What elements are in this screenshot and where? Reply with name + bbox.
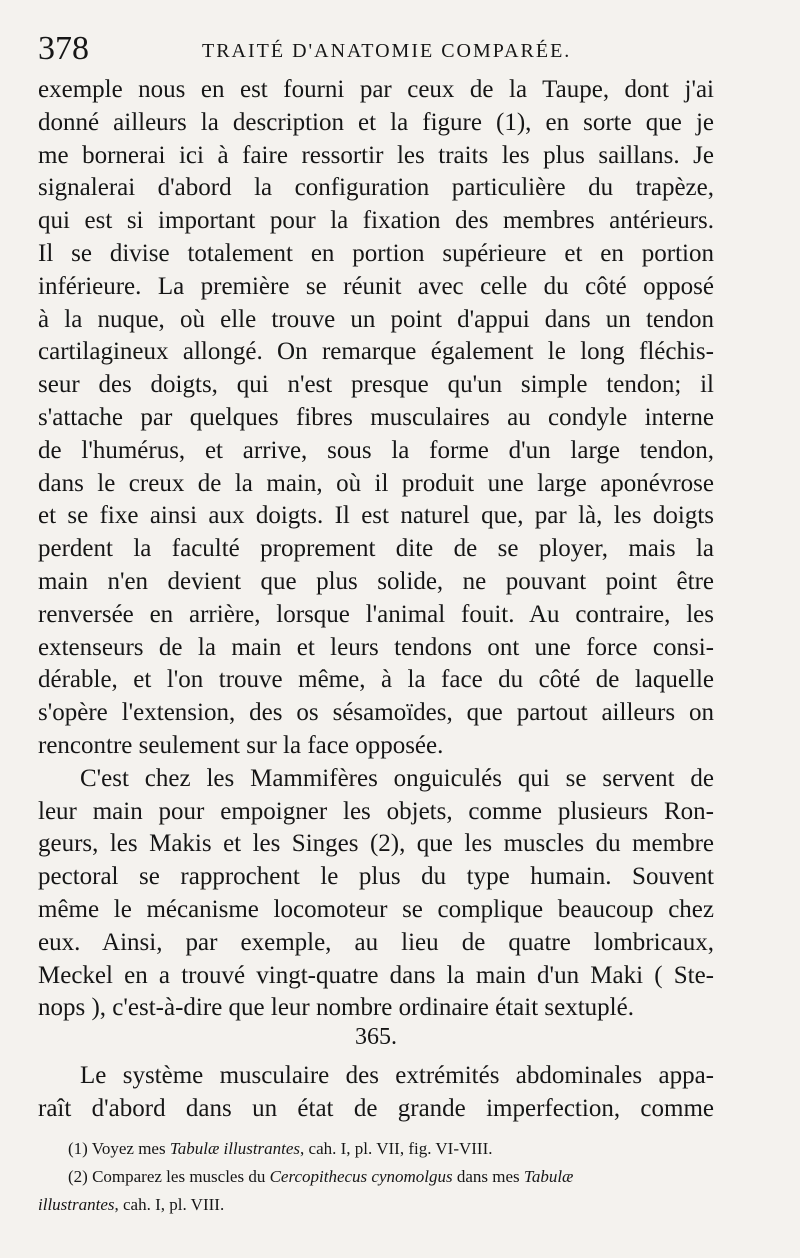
text-line: C'est chez les Mammifères onguiculés qui se servent de	[80, 764, 714, 792]
text-line: rencontre seulement sur la face opposée.	[38, 731, 444, 759]
text-line: renversée en arrière, lorsque l'animal fouit. Au contraire, les	[38, 600, 714, 628]
section-number: 365.	[355, 1024, 397, 1050]
running-title: TRAITÉ D'ANATOMIE COMPARÉE.	[202, 40, 572, 62]
text-line: geurs, les Makis et les Singes (2), que les muscles du membre	[38, 830, 714, 858]
text-line: de l'humérus, et arrive, sous la forme d'un large tendon,	[38, 436, 714, 464]
text-line: seur des doigts, qui n'est presque qu'un simple tendon; il	[38, 371, 714, 399]
text-line: s'attache par quelques fibres musculaires au condyle interne	[38, 403, 714, 431]
footnote-1	[38, 1135, 714, 1163]
text-line: eux. Ainsi, par exemple, au lieu de quatre lombricaux,	[38, 928, 714, 956]
page-number: 378	[38, 30, 89, 67]
footnote-italic: Tabulæ	[523, 1167, 574, 1186]
text-line: perdent la faculté proprement dite de se ployer, mais la	[38, 535, 714, 563]
text-line: extenseurs de la main et leurs tendons ont une force consi-	[38, 633, 714, 661]
main-text	[38, 74, 714, 1025]
text-line: Meckel en a trouvé vingt-quatre dans la main d'un Maki ( Ste-	[38, 961, 714, 989]
text-line: main n'en devient que plus solide, ne pouvant point être	[38, 567, 714, 595]
text-line: signalerai d'abord la configuration particulière du trapèze,	[38, 174, 714, 202]
footnote-2-cont	[38, 1191, 714, 1219]
footnote-italic: Tabulæ illustrantes	[169, 1139, 301, 1158]
text-line: nops ), c'est-à-dire que leur nombre ordinaire était sextuplé.	[38, 994, 634, 1022]
text-line: cartilagineux allongé. On remarque également le long fléchis-	[38, 338, 714, 366]
text-line: leur main pour empoigner les objets, comme plusieurs Ron-	[38, 797, 714, 825]
footnote-text: , cah. I, pl. VIII.	[114, 1195, 225, 1214]
footnotes	[38, 1135, 714, 1219]
footnote-text: dans mes	[452, 1167, 524, 1186]
text-line: raît d'abord dans un état de grande imperfection, comme	[38, 1094, 714, 1122]
text-line: Il se divise totalement en portion supérieure et en portion	[38, 239, 714, 267]
footnote-text: (1) Voyez mes	[68, 1139, 170, 1158]
text-line: et se fixe ainsi aux doigts. Il est naturel que, par là, les doigts	[38, 502, 714, 530]
footnote-2	[38, 1163, 714, 1191]
text-line: inférieure. La première se réunit avec celle du côté opposé	[38, 272, 714, 300]
text-line: dérable, et l'on trouve même, à la face du côté de laquelle	[38, 666, 714, 694]
footnote-text: (2) Comparez les muscles du	[68, 1167, 270, 1186]
text-line: donné ailleurs la description et la figure (1), en sorte que je	[38, 108, 714, 136]
footnote-text: , cah. I, pl. VII, fig. VI-VIII.	[300, 1139, 493, 1158]
text-line: même le mécanisme locomoteur se complique beaucoup chez	[38, 895, 714, 923]
text-line: à la nuque, où elle trouve un point d'appui dans un tendon	[38, 305, 714, 333]
section-text	[38, 1060, 714, 1126]
footnote-italic: Cercopithecus cynomolgus	[269, 1167, 453, 1186]
text-line: pectoral se rapprochent le plus du type humain. Souvent	[38, 863, 714, 891]
text-line: exemple nous en est fourni par ceux de la Taupe, dont j'ai	[38, 76, 714, 103]
text-line: Le système musculaire des extrémités abdominales appa-	[80, 1062, 714, 1089]
text-line: me bornerai ici à faire ressortir les traits les plus saillans. Je	[38, 141, 714, 169]
footnote-italic: illustrantes	[38, 1195, 115, 1214]
text-line: s'opère l'extension, des os sésamoïdes, que partout ailleurs on	[38, 699, 714, 727]
page-header	[38, 30, 718, 74]
text-line: dans le creux de la main, où il produit une large aponévrose	[38, 469, 714, 497]
text-line: qui est si important pour la fixation des membres antérieurs.	[38, 207, 714, 235]
